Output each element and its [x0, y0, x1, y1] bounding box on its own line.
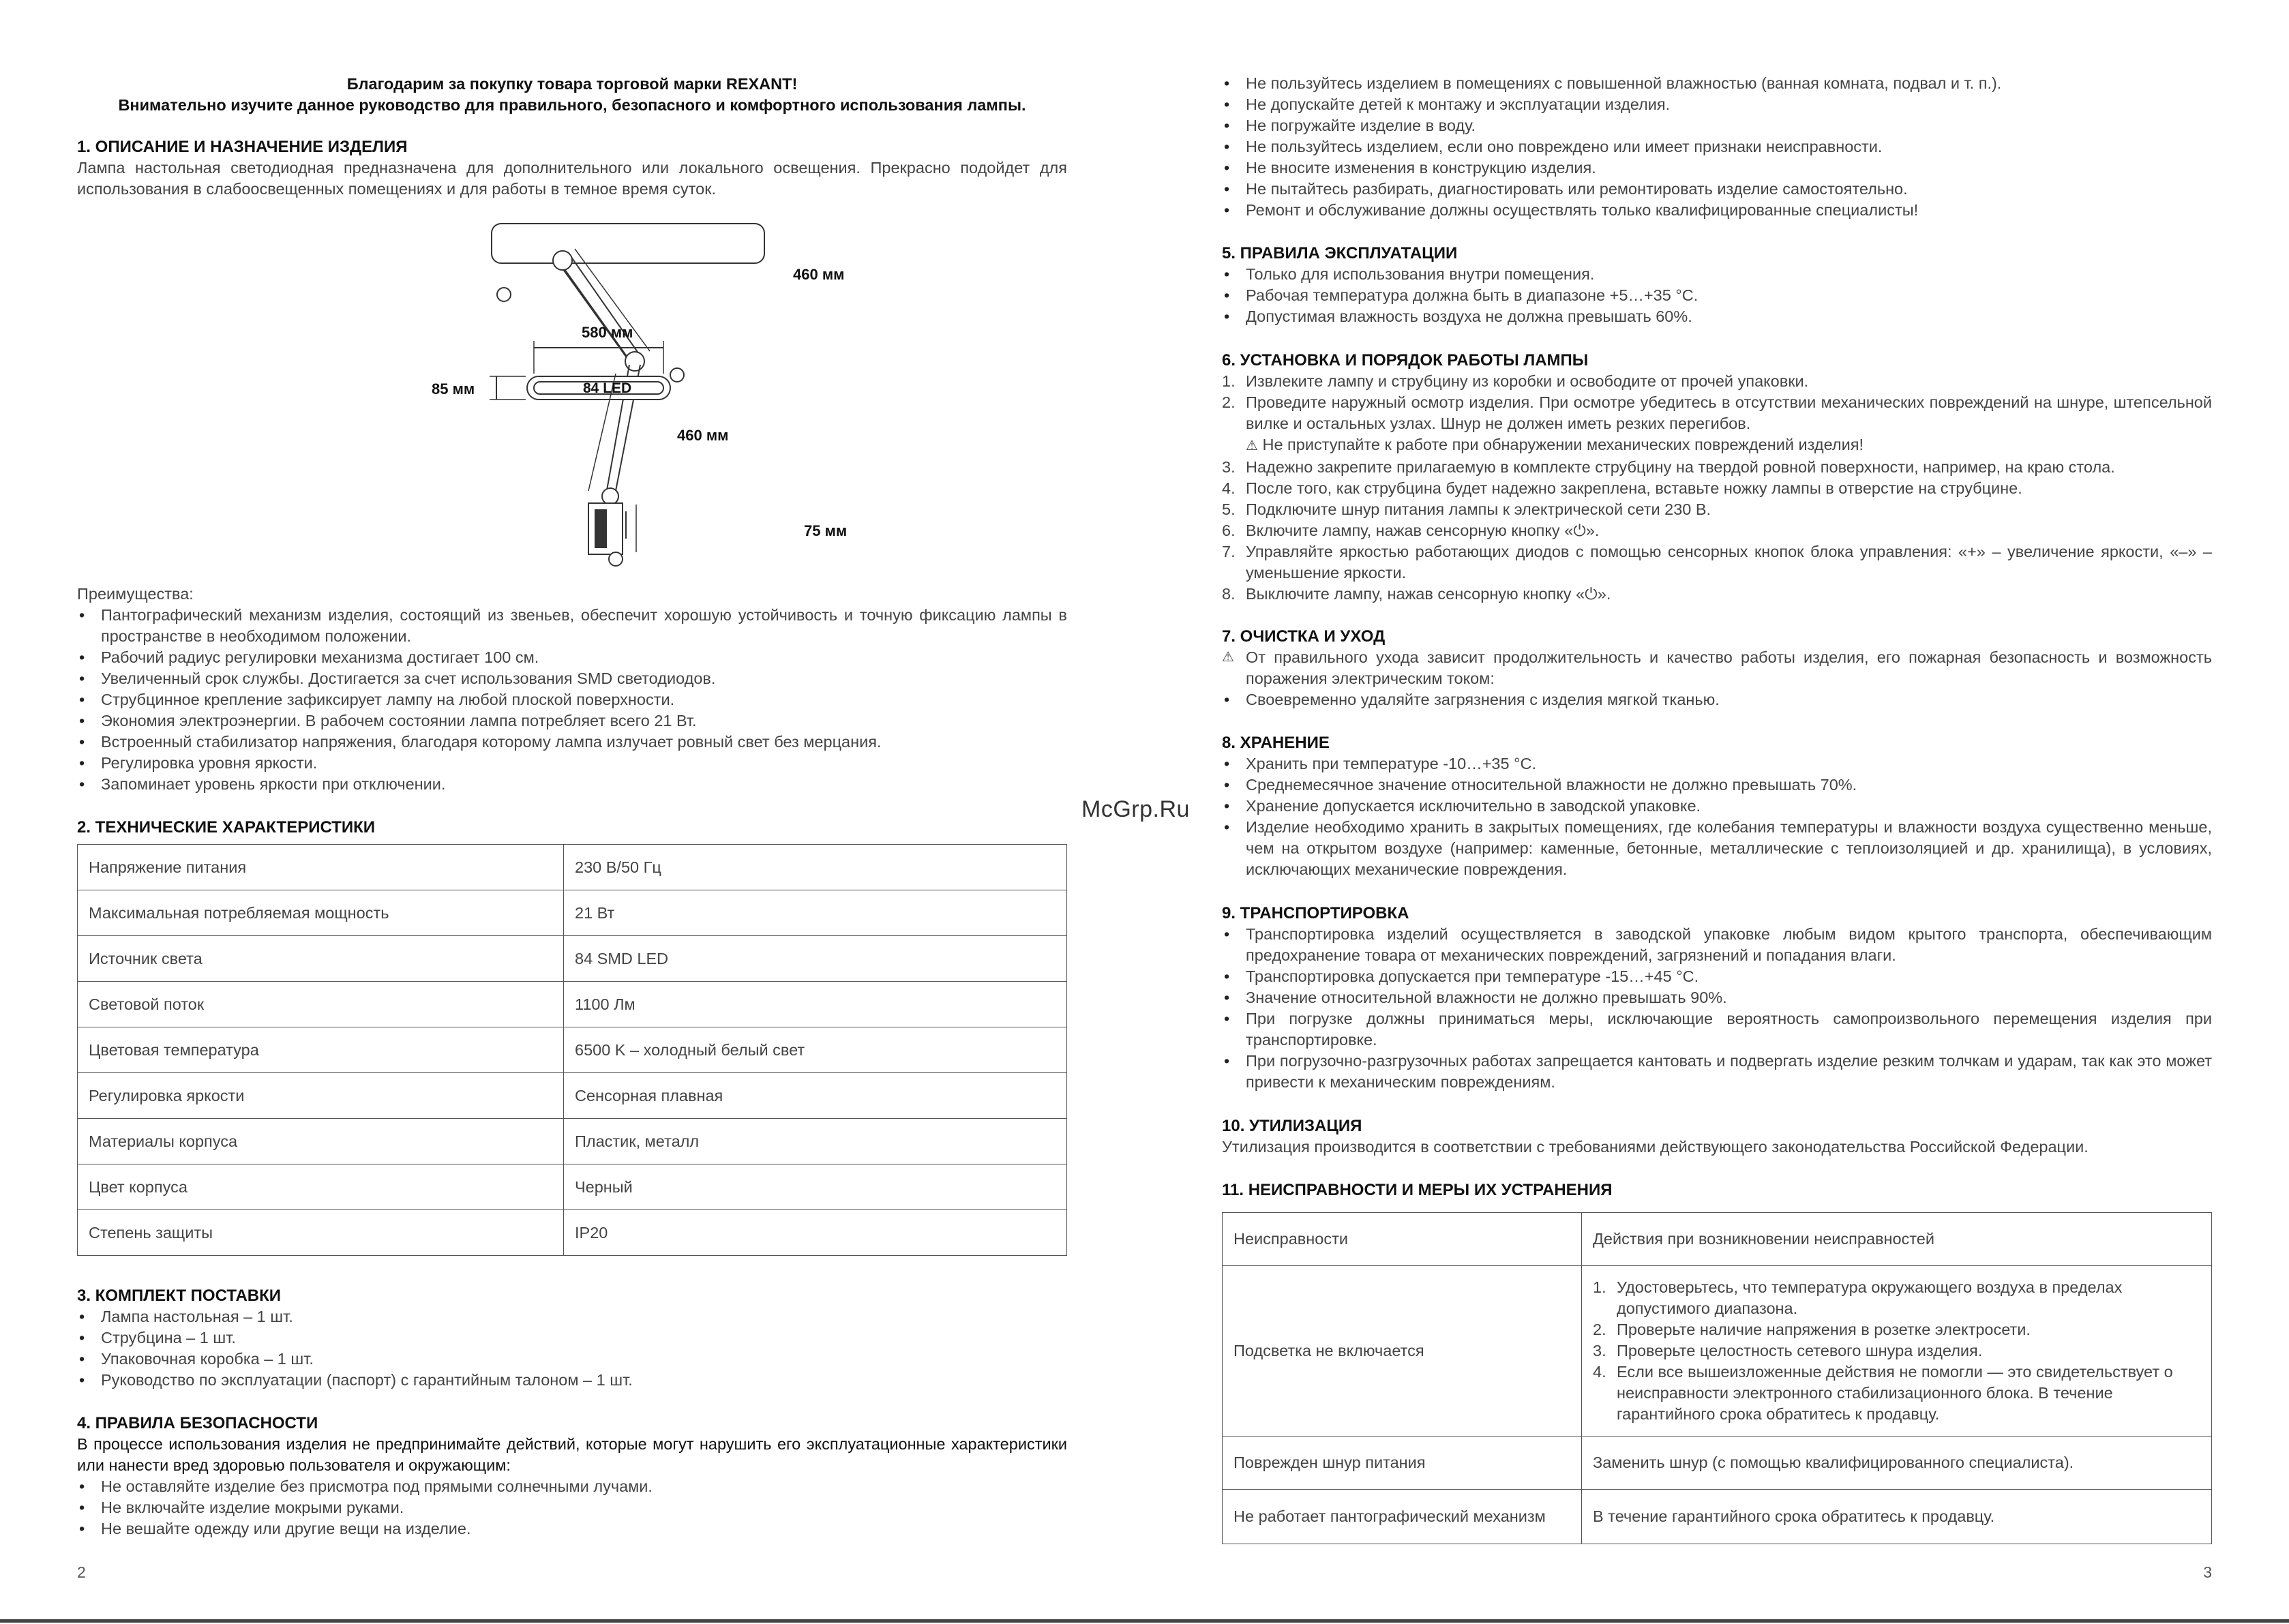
- watermark: McGrp.Ru: [1081, 796, 1190, 822]
- table-row: [78, 1164, 1067, 1210]
- spec-label: Цвет корпуса: [78, 1164, 564, 1210]
- list-item: • Значение относительной влажности не должно превышать 90%.: [1222, 987, 2212, 1008]
- action-cell: В течение гарантийного срока обратитесь к продавцу.: [1582, 1490, 2212, 1544]
- safety-list-right: [1222, 73, 2212, 221]
- list-item: • Струбцина – 1 шт.: [77, 1327, 1067, 1349]
- power-icon: ⏻: [1573, 522, 1586, 539]
- list-item: • Транспортировка изделий осуществляется в заводской упаковке любым видом крытого транспорта, обеспечивающим предохранение товара от механических повреждений, загрязнений и попадания влаги.: [1222, 924, 2212, 966]
- table-row: [78, 845, 1067, 890]
- dim-arm-top-label: 460 мм: [793, 266, 845, 283]
- knob-clamp: [609, 552, 623, 566]
- list-item: • Только для использования внутри помещения.: [1222, 264, 2212, 285]
- list-item: • Ремонт и обслуживание должны осуществлять только квалифицированные специалисты!: [1222, 200, 2212, 221]
- section-8-title: 8. ХРАНЕНИЕ: [1222, 734, 1330, 752]
- section-4-title: 4. ПРАВИЛА БЕЗОПАСНОСТИ: [77, 1414, 318, 1432]
- safety-list-left: [77, 1476, 1067, 1539]
- list-item: • Запоминает уровень яркости при отключении.: [77, 774, 1067, 795]
- spec-label: Световой поток: [78, 982, 564, 1027]
- section-5-title: 5. ПРАВИЛА ЭКСПЛУАТАЦИИ: [1222, 244, 1458, 262]
- table-row: [1223, 1213, 2212, 1266]
- troubleshooting-table: [1222, 1212, 2212, 1544]
- list-item: • Упаковочная коробка – 1 шт.: [77, 1349, 1067, 1370]
- advantages-title: Преимущества:: [77, 585, 194, 603]
- list-item: • Рабочий радиус регулировки механизма достигает 100 см.: [77, 647, 1067, 668]
- spec-value: Сенсорная плавная: [564, 1073, 1067, 1119]
- list-item: 1. Удостоверьтесь, что температура окружающего воздуха в пределах допустимого диапазона.: [1593, 1278, 2123, 1317]
- operation-list: [1222, 264, 2212, 327]
- table-row: [1223, 1490, 2212, 1544]
- spec-label: Регулировка яркости: [78, 1073, 564, 1119]
- spec-label: Цветовая температура: [78, 1027, 564, 1073]
- spec-value: Черный: [564, 1164, 1067, 1210]
- list-item: • Не включайте изделие мокрыми руками.: [77, 1497, 1067, 1518]
- spec-label: Материалы корпуса: [78, 1119, 564, 1164]
- list-item: 3. Надежно закрепите прилагаемую в комплекте струбцину на твердой ровной поверхности, например, на краю стола.: [1222, 458, 2115, 476]
- joint-bottom: [602, 488, 618, 505]
- table-row: [1223, 1266, 2212, 1437]
- table-row: [78, 1119, 1067, 1164]
- section-2-title: 2. ТЕХНИЧЕСКИЕ ХАРАКТЕРИСТИКИ: [77, 818, 376, 837]
- intro-line-2: Внимательно изучите данное руководство для правильного, безопасного и комфортного использования лампы.: [118, 96, 1026, 114]
- spec-value: 21 Вт: [564, 890, 1067, 936]
- list-item: • Рабочая температура должна быть в диапазоне +5…+35 °C.: [1222, 285, 2212, 306]
- list-item: • Встроенный стабилизатор напряжения, благодаря которому лампа излучает ровный свет без мерцания.: [77, 732, 1067, 753]
- list-item: • При погрузке должны приниматься меры, исключающие вероятность самопроизвольного перемещения изделия при транспортировке.: [1222, 1008, 2212, 1051]
- section-6-title: 6. УСТАНОВКА И ПОРЯДОК РАБОТЫ ЛАМПЫ: [1222, 351, 1589, 370]
- dim-arm-bottom-label: 460 мм: [677, 427, 729, 444]
- spec-value: 84 SMD LED: [564, 936, 1067, 982]
- list-item: • Руководство по эксплуатации (паспорт) с гарантийным талоном – 1 шт.: [77, 1370, 1067, 1391]
- section-1-title: 1. ОПИСАНИЕ И НАЗНАЧЕНИЕ ИЗДЕЛИЯ: [77, 138, 408, 156]
- warning-icon: ⚠: [1222, 650, 1234, 665]
- table-row: [78, 1210, 1067, 1256]
- list-item: • Среднемесячное значение относительной влажности не должно превышать 70%.: [1222, 775, 2212, 796]
- advantages-list: [77, 605, 1067, 795]
- table-row: [78, 982, 1067, 1027]
- list-item: • Не вешайте одежду или другие вещи на изделие.: [77, 1518, 1067, 1539]
- table-row: [78, 936, 1067, 982]
- fault-cell: Поврежден шнур питания: [1223, 1437, 1582, 1490]
- list-item: • Не пользуйтесь изделием в помещениях с повышенной влажностью (ванная комната, подвал и т. п.).: [1222, 73, 2212, 94]
- knob-right: [670, 368, 684, 382]
- spec-value: 1100 Лм: [564, 982, 1067, 1027]
- list-item: • Допустимая влажность воздуха не должна превышать 60%.: [1222, 306, 2212, 327]
- list-item: • Экономия электроэнергии. В рабочем состоянии лампа потребляет всего 21 Вт.: [77, 710, 1067, 732]
- spec-value: IP20: [564, 1210, 1067, 1256]
- list-item: • Не пользуйтесь изделием, если оно повреждено или имеет признаки неисправности.: [1222, 136, 2212, 157]
- fault-cell: Не работает пантографический механизм: [1223, 1490, 1582, 1544]
- list-item: • Струбцинное крепление зафиксирует лампу на любой плоской поверхности.: [77, 689, 1067, 710]
- list-item: • Транспортировка допускается при температуре -15…+45 °C.: [1222, 966, 2212, 987]
- list-item: • Не пытайтесь разбирать, диагностировать или ремонтировать изделие самостоятельно.: [1222, 179, 2212, 200]
- clamp-jaw: [595, 510, 606, 547]
- installation-steps: [1222, 371, 2212, 605]
- package-list: [77, 1306, 1067, 1391]
- table-row: [78, 890, 1067, 936]
- knob-left: [497, 288, 511, 301]
- intro-line-1: Благодарим за покупку товара торговой марки REXANT!: [346, 75, 798, 93]
- spec-label: Напряжение питания: [78, 845, 564, 890]
- list-item: • Регулировка уровня яркости.: [77, 753, 1067, 774]
- list-item: 4. Если все вышеизложенные действия не помогли — это свидетельствует о неисправности электронного стабилизационного блока. В течение гарантийного срока обратитесь к продавцу.: [1593, 1363, 2173, 1423]
- section-10-title: 10. УТИЛИЗАЦИЯ: [1222, 1117, 1362, 1135]
- table-row: [78, 1027, 1067, 1073]
- led-label: 84 LED: [583, 380, 632, 396]
- disposal-text: Утилизация производится в соответствии с требованиями действующего законодательства Российской Федерации.: [1222, 1138, 2089, 1156]
- list-item: • Хранить при температуре -10…+35 °C.: [1222, 753, 2212, 775]
- spec-label: Максимальная потребляемая мощность: [78, 890, 564, 936]
- cleaning-warning: От правильного ухода зависит продолжительность и качество работы изделия, его пожарная безопасность и возможность поражения электрическим током:: [1246, 648, 2212, 687]
- list-item: • Не вносите изменения в конструкцию изделия.: [1222, 157, 2212, 179]
- table-row: [1223, 1437, 2212, 1490]
- lamp-head-top: [492, 224, 764, 263]
- list-item: 4. После того, как струбцина будет надежно закреплена, вставьте ножку лампы в отверстие на струбцине.: [1222, 479, 2022, 497]
- list-item: 3. Проверьте целостность сетевого шнура изделия.: [1593, 1342, 1983, 1359]
- action-cell: Заменить шнур (с помощью квалифицированного специалиста).: [1582, 1437, 2212, 1490]
- section-4-lead: В процессе использования изделия не предпринимайте действий, которые могут нарушить его эксплуатационные характеристики или нанести вред здоровью пользователя и окружающим:: [77, 1435, 1067, 1474]
- dim-height-label: 85 мм: [432, 380, 475, 397]
- list-item: • Изделие необходимо хранить в закрытых помещениях, где колебания температуры и влажности воздуха существенно меньше, чем на открытом воздухе (например: каменные, бетонные, металлические с теплоизоляцией и др. хранилища), в условиях, исключающих механические повреждения.: [1222, 817, 2212, 880]
- list-item: 8. Выключите лампу, нажав сенсорную кнопку «⏻».: [1222, 585, 1611, 603]
- page-number-right: 3: [2203, 1563, 2212, 1581]
- list-item: • Не погружайте изделие в воду.: [1222, 115, 2212, 136]
- list-item: • Хранение допускается исключительно в заводской упаковке.: [1222, 796, 2212, 817]
- section-11-title: 11. НЕИСПРАВНОСТИ И МЕРЫ ИХ УСТРАНЕНИЯ: [1222, 1181, 1613, 1199]
- upper-arm-line-a: [556, 259, 629, 361]
- spec-value: Пластик, металл: [564, 1119, 1067, 1164]
- list-item: 6. Включите лампу, нажав сенсорную кнопку «⏻».: [1222, 522, 1600, 539]
- bottom-divider: [0, 1619, 2289, 1623]
- list-item: 7. Управляйте яркостью работающих диодов с помощью сенсорных кнопок блока управления: «+» – увеличение яркости, «–» – уменьшение яркости.: [1222, 543, 2212, 582]
- list-item: 5. Подключите шнур питания лампы к электрической сети 230 В.: [1222, 500, 1711, 518]
- power-icon: ⏻: [1585, 585, 1598, 603]
- table-header: Действия при возникновении неисправностей: [1582, 1213, 2212, 1266]
- spec-label: Источник света: [78, 936, 564, 982]
- fault-cell: Подсветка не включается: [1223, 1266, 1582, 1437]
- table-header: Неисправности: [1223, 1213, 1582, 1266]
- lamp-dimension-diagram: [343, 218, 888, 573]
- list-item: • При погрузочно-разгрузочных работах запрещается кантовать и подвергать изделие резким толчкам и ударам, так как это может привести к механическим повреждениям.: [1222, 1051, 2212, 1093]
- page-number-left: 2: [77, 1563, 86, 1581]
- storage-list: [1222, 753, 2212, 880]
- list-item: • Увеличенный срок службы. Достигается за счет использования SMD светодиодов.: [77, 668, 1067, 689]
- list-item: • Не оставляйте изделие без присмотра под прямыми солнечными лучами.: [77, 1476, 1067, 1497]
- table-row: [78, 1073, 1067, 1119]
- list-item: • Не допускайте детей к монтажу и эксплуатации изделия.: [1222, 94, 2212, 115]
- transport-list: [1222, 924, 2212, 1093]
- warning-icon: ⚠: [1246, 438, 1258, 453]
- section-3-title: 3. КОМПЛЕКТ ПОСТАВКИ: [77, 1287, 282, 1305]
- list-item: • Своевременно удаляйте загрязнения с изделия мягкой тканью.: [1222, 689, 2212, 710]
- dim-width-label: 580 мм: [582, 324, 633, 341]
- fault-actions-list: [1593, 1277, 2200, 1425]
- spec-label: Степень защиты: [78, 1210, 564, 1256]
- section-9-title: 9. ТРАНСПОРТИРОВКА: [1222, 904, 1409, 922]
- list-item: 2. Проведите наружный осмотр изделия. При осмотре убедитесь в отсутствии механических повреждений на шнуре, штепсельной вилке и остальных узлах. Шнур не должен иметь резких перегибов. ⚠ Не приступайте к работе при обнаружении механических повреждений изделия!: [1222, 393, 2212, 453]
- list-item: • Пантографический механизм изделия, состоящий из звеньев, обеспечит хорошую устойчивость и точную фиксацию лампы в пространстве в необходимом положении.: [77, 605, 1067, 647]
- list-item: • Лампа настольная – 1 шт.: [77, 1306, 1067, 1327]
- spec-value: 6500 K – холодный белый свет: [564, 1027, 1067, 1073]
- joint-top: [553, 251, 572, 270]
- spec-value: 230 В/50 Гц: [564, 845, 1067, 890]
- list-item: 1. Извлеките лампу и струбцину из коробки и освободите от прочей упаковки.: [1222, 372, 1809, 390]
- dim-clamp-label: 75 мм: [804, 522, 848, 539]
- specs-table: [77, 844, 1067, 1256]
- list-item: 2. Проверьте наличие напряжения в розетке электросети.: [1593, 1321, 2031, 1338]
- section-7-title: 7. ОЧИСТКА И УХОД: [1222, 627, 1386, 646]
- cleaning-list: [1222, 689, 2212, 710]
- section-1-text: Лампа настольная светодиодная предназначена для дополнительного или локального освещения. Прекрасно подойдет для использования в слабоосвещенных помещениях и для работы в темное время суток.: [77, 159, 1067, 198]
